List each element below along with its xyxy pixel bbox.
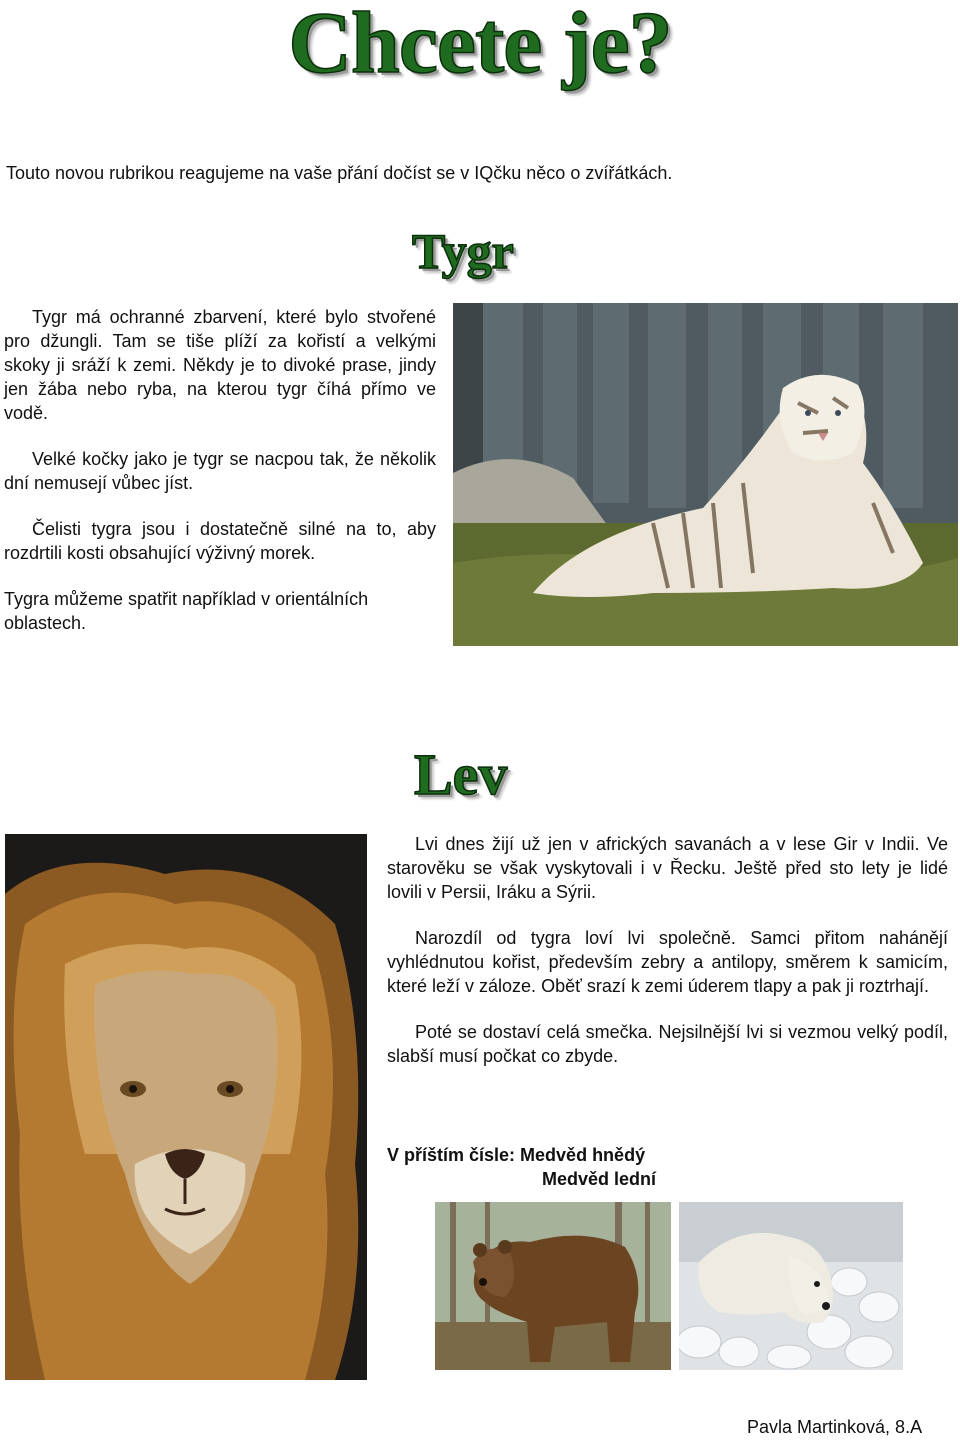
lion-heading: Lev bbox=[414, 742, 508, 807]
tiger-paragraph: Tygr má ochranné zbarvení, které bylo stvořené pro džungli. Tam se tiše plíží za kořistí a velkými skoky ji sráží k zemi. Někdy je to divoké prase, jindy jen žába nebo ryba, na kterou tygr číhá přímo ve vodě. bbox=[4, 307, 436, 423]
lion-paragraph: Lvi dnes žijí už jen v afrických savanách a v lese Gir v Indii. Ve starověku se však vyskytovali i v Řecku. Ještě před sto lety je lidé lovili v Persii, Iráku a Sýrii. bbox=[387, 834, 948, 902]
tiger-article bbox=[4, 305, 436, 657]
intro-text: Touto novou rubrikou reagujeme na vaše přání dočíst se v IQčku něco o zvířátkách. bbox=[6, 163, 673, 183]
lion-paragraph: Narozdíl od tygra loví lvi společně. Samci přitom nahánějí vyhlédnutou kořist, především zebry a antilopy, směrem k samicím, které leží v záloze. Oběť srazí k zemi úderem tlapy a pak ji roztrhají. bbox=[387, 928, 948, 996]
next-issue-note bbox=[387, 1143, 656, 1191]
brown-bear-photo bbox=[435, 1202, 671, 1370]
polar-bear-photo bbox=[679, 1202, 903, 1370]
tiger-paragraph: Velké kočky jako je tygr se nacpou tak, že několik dní nemusejí vůbec jíst. bbox=[4, 449, 436, 493]
lion-article bbox=[387, 832, 948, 1090]
page-title: Chcete je? bbox=[288, 0, 672, 92]
lion-photo bbox=[5, 834, 367, 1380]
tiger-paragraph: Tygra můžeme spatřit například v orientálních oblastech. bbox=[4, 589, 369, 633]
lion-paragraph: Poté se dostaví celá smečka. Nejsilnější lvi si vezmou velký podíl, slabší musí počkat co zbyde. bbox=[387, 1022, 948, 1066]
tiger-heading: Tygr bbox=[412, 223, 514, 279]
next-issue-line: V příštím čísle: Medvěd hnědý bbox=[387, 1145, 646, 1165]
tiger-paragraph: Čelisti tygra jsou i dostatečně silné na to, aby rozdrtili kosti obsahující výživný morek. bbox=[4, 519, 436, 563]
next-issue-line: Medvěd lední bbox=[542, 1169, 657, 1189]
white-tiger-photo bbox=[453, 303, 958, 646]
author-credit: Pavla Martinková, 8.A bbox=[747, 1417, 923, 1437]
